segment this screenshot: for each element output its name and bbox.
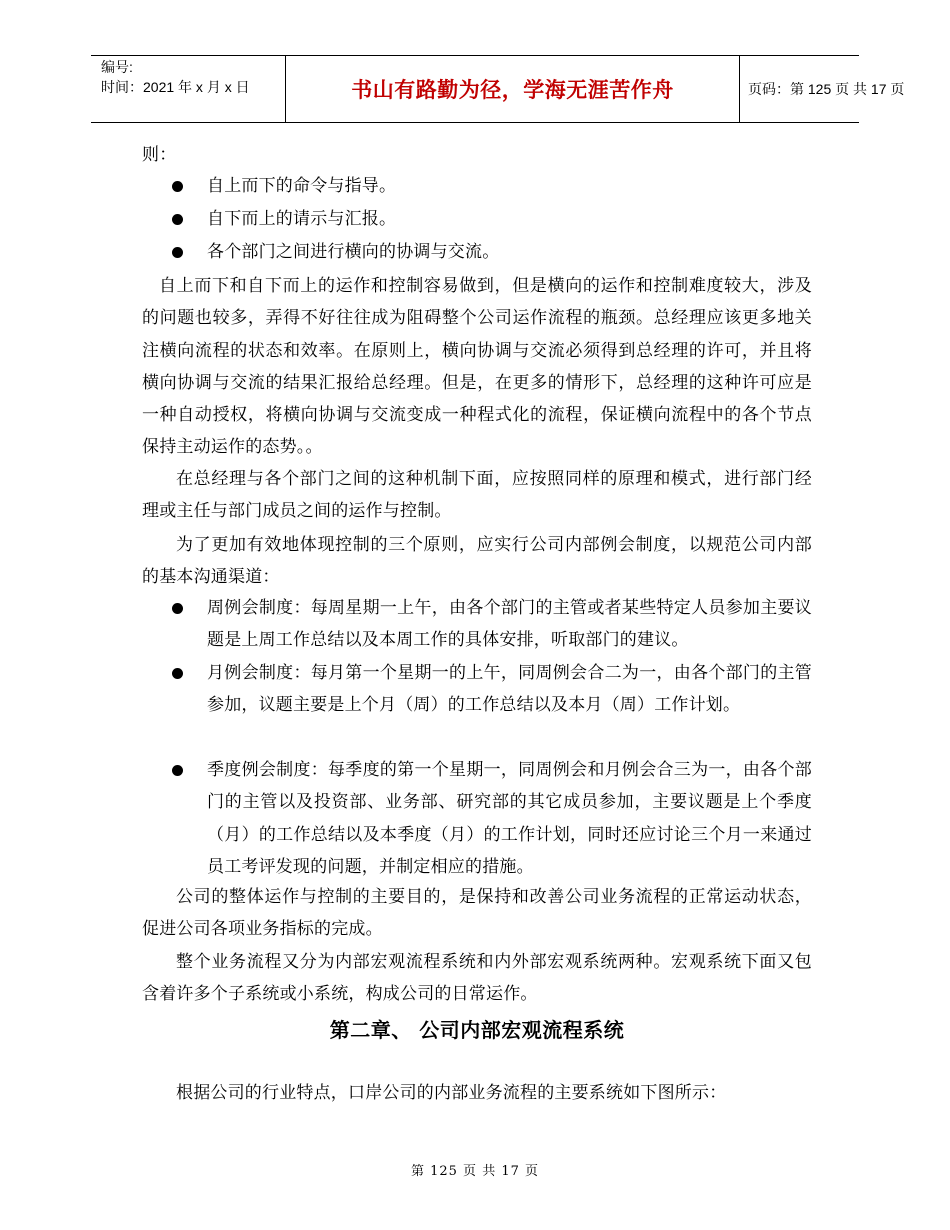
chapter-heading: 第二章、 公司内部宏观流程系统 xyxy=(329,1018,625,1042)
header-page-cell xyxy=(740,56,905,122)
meeting-item-monthly: 月例会制度：每月第一个星期一的上午，同周例会合二为一，由各个部门的主管参加，议题主要是上个月（周）的工作总结以及本月（周）工作计划。 xyxy=(207,663,812,716)
bullet-icon xyxy=(172,601,186,615)
meeting-item-weekly: 周例会制度：每周星期一上午，由各个部门的主管或者某些特定人员参加主要议题是上周工作总结以及本周工作的具体安排，听取部门的建议。 xyxy=(207,598,812,651)
meeting-item-quarterly: 季度例会制度：每季度的第一个星期一，同周例会和月例会合三为一，由各个部门的主管以及投资部、业务部、研究部的其它成员参加，主要议题是上个季度（月）的工作总结以及本季度（月）的工作计划，同时还应讨论三个月一来通过员工考评发现的问题，并制定相应的措施。 xyxy=(207,760,812,877)
page-header xyxy=(91,55,905,123)
bullet-icon xyxy=(172,763,186,777)
paragraph-business-flow: 整个业务流程又分为内部宏观流程系统和内外部宏观系统两种。宏观系统下面又包含着许多个子系统或小系统，构成公司的日常运作。 xyxy=(142,952,812,1005)
paragraph-horizontal-flow: 自上而下和自下而上的运作和控制容易做到，但是横向的运作和控制难度较大，涉及的问题也较多，弄得不好往往成为阻碍整个公司运作流程的瓶颈。总经理应该更多地关注横向流程的状态和效率。在原则上，横向协调与交流必须得到总经理的许可，并且将横向协调与交流的结果汇报给总经理。但是，在更多的情形下，总经理的这种许可应是一种自动授权，将横向协调与交流变成一种程式化的流程，保证横向流程中的各个节点保持主动运作的态势。。 xyxy=(142,276,812,458)
document-date-label: 时间：2021 年 x 月 x 日 xyxy=(101,79,250,95)
bullet-icon xyxy=(172,666,186,680)
paragraph-control-purpose: 公司的整体运作与控制的主要目的，是保持和改善公司业务流程的正常运动状态，促进公司各项业务指标的完成。 xyxy=(142,887,812,940)
bullet-icon xyxy=(172,212,186,226)
header-meta-cell xyxy=(91,56,286,122)
principle-item-1: 自上而下的命令与指导。 xyxy=(207,176,397,196)
header-page-code: 页码：第 125 页 共 17 页 xyxy=(748,81,905,97)
page-footer: 第 125 页 共 17 页 xyxy=(410,1164,540,1179)
bullet-icon xyxy=(172,245,186,259)
principle-item-2: 自下而上的请示与汇报。 xyxy=(207,209,397,229)
document-number-label: 编号: xyxy=(101,59,133,75)
paragraph-department-mechanism: 在总经理与各个部门之间的这种机制下面，应按照同样的原理和模式，进行部门经理或主任与部门成员之间的运作与控制。 xyxy=(142,469,812,522)
principle-item-3: 各个部门之间进行横向的协调与交流。 xyxy=(207,242,500,262)
intro-tail-text: 则： xyxy=(142,145,177,165)
paragraph-meeting-system: 为了更加有效地体现控制的三个原则，应实行公司内部例会制度，以规范公司内部的基本沟通渠道： xyxy=(142,535,812,588)
paragraph-system-intro: 根据公司的行业特点，口岸公司的内部业务流程的主要系统如下图所示： xyxy=(176,1083,727,1103)
bullet-icon xyxy=(172,179,186,193)
header-motto-cell xyxy=(286,56,740,122)
header-motto: 书山有路勤为径，学海无涯苦作舟 xyxy=(351,78,674,102)
